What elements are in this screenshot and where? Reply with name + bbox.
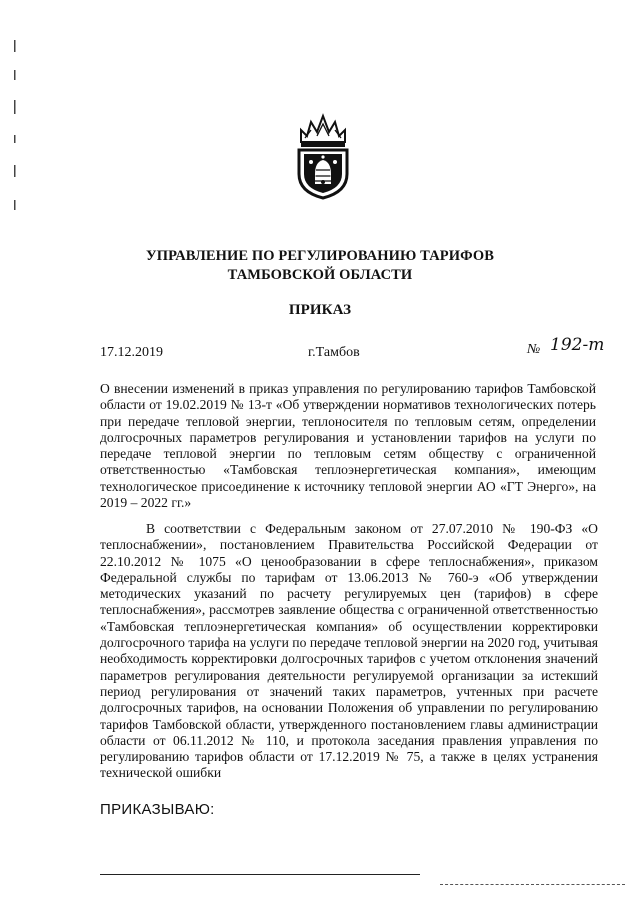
- order-preamble: В соответствии с Федеральным законом от 27.07.2010 № 190-ФЗ «О теплоснабжении», постановлением Правительства Российской Федерации от 22.10.2012 № 1075 «О ценообразовании в сфере теплоснабжения», приказом Федеральной службы по тарифам от 13.06.2013 № 760-э «Об утверждении методических указаний по расчету регулируемых цен (тарифов) в сфере теплоснабжения», рассмотрев заявление общества с ограниченной ответственностью «Тамбовская теплоэнергетическая компания» об осуществлении корректировки долгосрочного тарифа на услуги по передаче тепловой энергии на 2020 год, учитывая необходимость корректировки долгосрочных тарифов с учетом отклонения значений параметров регулирования деятельности регулируемой организации за истекший период регулирования от значений таких параметров, учтенных при расчете долгосрочных тарифов, на основании Положения об управлении по регулированию тарифов Тамбовской области, утвержденного постановлением главы администрации области от 06.11.2012 № 110, и протокола заседания правления управления по регулированию тарифов области от 17.12.2019 № 75, а также в целях устранения технической ошибки: [100, 521, 598, 781]
- document-number-handwritten: 192-т: [550, 335, 605, 355]
- scan-margin-marks: [14, 40, 16, 230]
- authority-name-line-2: ТАМБОВСКОЙ ОБЛАСТИ: [227, 267, 413, 283]
- order-directive-word: ПРИКАЗЫВАЮ:: [100, 801, 215, 818]
- tambov-coat-of-arms-icon: [293, 112, 353, 200]
- document-city: г.Тамбов: [308, 345, 360, 360]
- document-date: 17.12.2019: [100, 345, 163, 360]
- order-subject: О внесении изменений в приказ управления по регулированию тарифов Тамбовской области от 19.02.2019 № 13-т «Об утверждении нормативов технологических потерь при передаче тепловой энергии, теплоносителя по тепловым сетям, определении долгосрочных параметров регулирования и установлении тарифов на услуги по передаче тепловой энергии по тепловым сетям обществу с ограниченной ответственностью «Тамбовская теплоэнергетическая компания», имеющим технологическое присоединение к источнику тепловой энергии АО «ГТ Энерго», на 2019 – 2022 гг.»: [100, 381, 596, 511]
- authority-name-line-1: УПРАВЛЕНИЕ ПО РЕГУЛИРОВАНИЮ ТАРИФОВ: [145, 248, 495, 264]
- footer-scan-artifact: [440, 884, 625, 885]
- document-number-sign: №: [527, 342, 541, 357]
- footer-rule: [100, 874, 420, 875]
- document-type: ПРИКАЗ: [288, 302, 352, 318]
